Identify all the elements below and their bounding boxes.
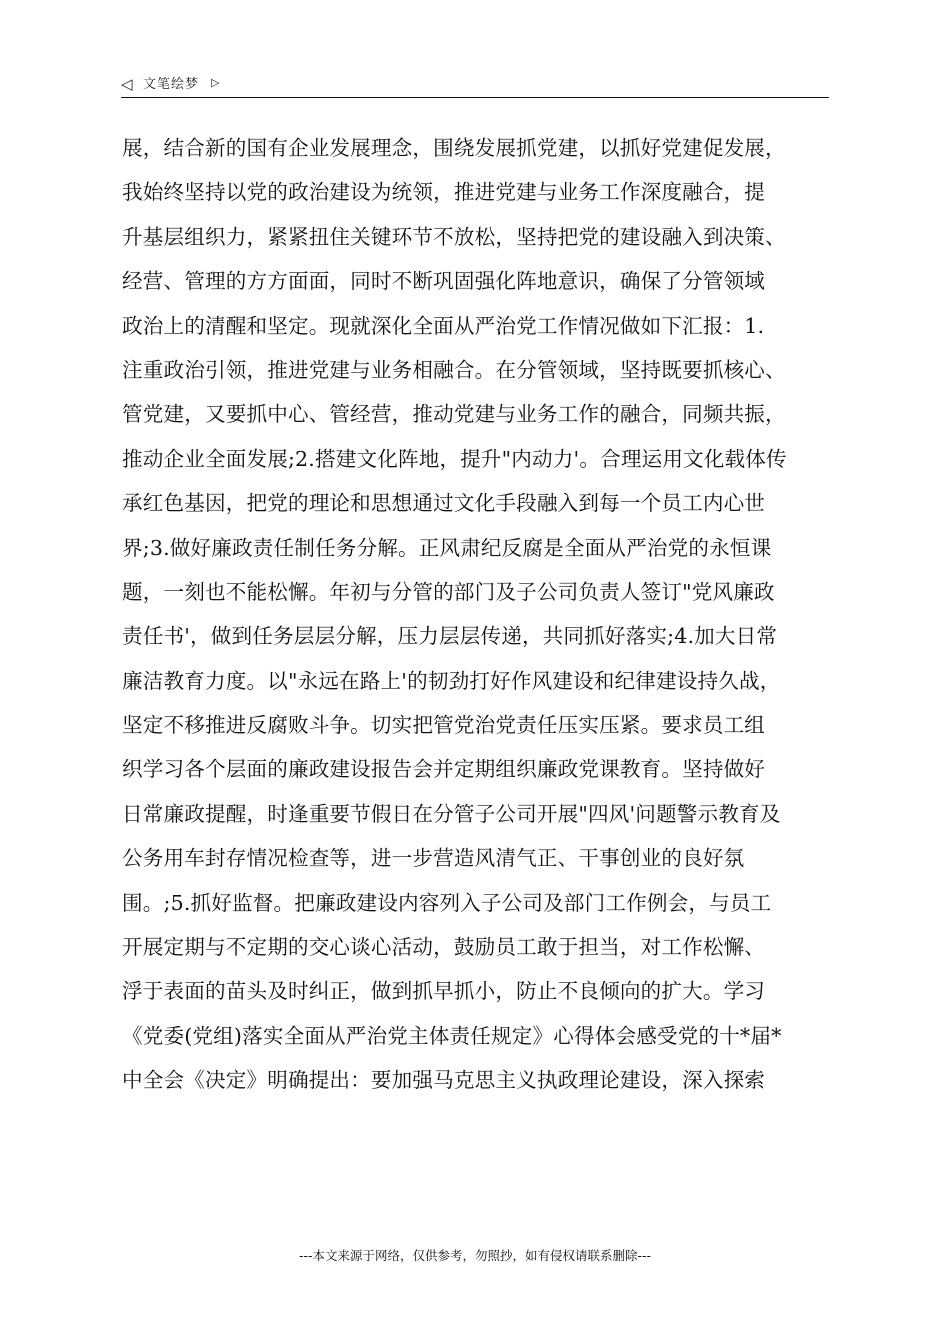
header-title: 文笔绘梦 <box>143 77 200 92</box>
body-line: 浮于表面的苗头及时纠正，做到抓早抓小，防止不良倾向的扩大。学习 <box>122 979 766 1004</box>
body-line: 注重政治引领，推进党建与业务相融合。在分管领域，坚持既要抓核心、 <box>122 357 786 382</box>
body-line: 《党委(党组)落实全面从严治党主体责任规定》心得体会感受党的十*届* <box>122 1023 782 1048</box>
page-header <box>121 72 829 98</box>
body-line: 经营、管理的方方面面，同时不断巩固强化阵地意识，确保了分管领域 <box>122 269 766 294</box>
right-triangle-icon: ▷ <box>211 76 220 89</box>
body-line: 推动企业全面发展;2.搭建文化阵地，提升"内动力'。合理运用文化载体传 <box>122 446 787 471</box>
body-line: 坚定不移推进反腐败斗争。切实把管党治党责任压实压紧。要求员工组 <box>122 713 766 738</box>
body-line: 公务用车封存情况检查等，进一步营造风清气正、干事创业的良好氛 <box>122 846 745 871</box>
body-line: 我始终坚持以党的政治建设为统领，推进党建与业务工作深度融合，提 <box>122 180 766 205</box>
document-body <box>122 126 834 1103</box>
body-line: 围。;5.抓好监督。把廉政建设内容列入子公司及部门工作例会，与员工 <box>122 890 772 915</box>
body-line: 题，一刻也不能松懈。年初与分管的部门及子公司负责人签订"党风廉政 <box>122 579 775 604</box>
body-line: 日常廉政提醒，时逢重要节假日在分管子公司开展"四风'问题警示教育及 <box>122 801 781 826</box>
body-line: 升基层组织力，紧紧扭住关键环节不放松，坚持把党的建设融入到决策、 <box>122 224 786 249</box>
body-line: 织学习各个层面的廉政建设报告会并定期组织廉政党课教育。坚持做好 <box>122 757 766 782</box>
header-divider <box>121 97 829 98</box>
body-line: 政治上的清醒和坚定。现就深化全面从严治党工作情况做如下汇报：1. <box>122 313 765 338</box>
body-line: 中全会《决定》明确提出：要加强马克思主义执政理论建设，深入探索 <box>122 1068 766 1093</box>
body-line: 责任书'，做到任务层层分解，压力层层传递，共同抓好落实;4.加大日常 <box>122 624 778 649</box>
body-line: 界;3.做好廉政责任制任务分解。正风肃纪反腐是全面从严治党的永恒课 <box>122 535 772 560</box>
body-line: 承红色基因，把党的理论和思想通过文化手段融入到每一个员工内心世 <box>122 491 766 516</box>
footer-notice: ---本文来源于网络，仅供参考，勿照抄，如有侵权请联系删除--- <box>298 1248 652 1263</box>
body-line: 廉洁教育力度。以"永远在路上'的韧劲打好作风建设和纪律建设持久战， <box>122 668 781 693</box>
body-line: 开展定期与不定期的交心谈心活动，鼓励员工敢于担当，对工作松懈、 <box>122 935 766 960</box>
body-line: 展，结合新的国有企业发展理念，围绕发展抓党建，以抓好党建促发展， <box>122 136 786 160</box>
left-triangle-icon: ◁ <box>121 75 133 93</box>
body-line: 管党建，又要抓中心、管经营，推动党建与业务工作的融合，同频共振， <box>122 402 786 427</box>
